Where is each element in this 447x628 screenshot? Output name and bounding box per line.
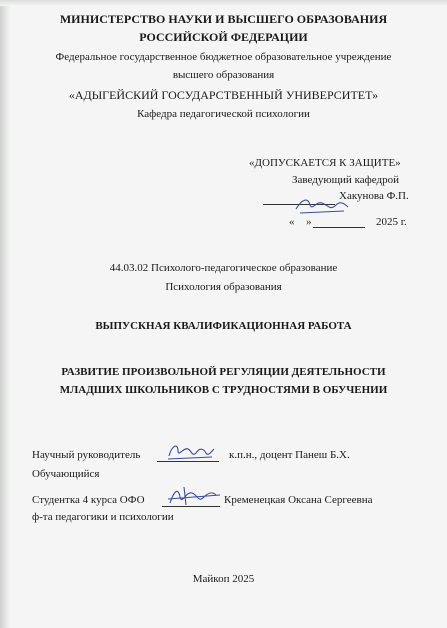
date-quote-open: « xyxy=(289,216,295,228)
student-course: Студентка 4 курса ОФО xyxy=(32,494,145,506)
institution-line-2: высшего образования xyxy=(172,69,275,81)
date-month-line xyxy=(313,227,365,228)
program-code: 44.03.02 Психолого-педагогическое образование xyxy=(109,262,338,274)
department-name: Кафедра педагогической психологии xyxy=(137,108,310,120)
head-name: Хакунова Ф.П. xyxy=(339,190,409,202)
university-name: «АДЫГЕЙСКИЙ ГОСУДАРСТВЕННЫЙ УНИВЕРСИТЕТ» xyxy=(68,88,379,102)
supervisor-label: Научный руководитель xyxy=(32,449,141,461)
work-title-line-2: МЛАДШИХ ШКОЛЬНИКОВ С ТРУДНОСТЯМИ В ОБУЧЕНИИ xyxy=(59,384,388,396)
work-title-line-1: РАЗВИТИЕ ПРОИЗВОЛЬНОЙ РЕГУЛЯЦИИ ДЕЯТЕЛЬНОСТИ xyxy=(61,366,386,378)
head-title: Заведующий кафедрой xyxy=(292,174,399,186)
supervisor-signature-image xyxy=(166,441,216,463)
faculty-name: ф-та педагогики и психологии xyxy=(32,511,174,523)
city-year: Майкоп 2025 xyxy=(192,573,255,585)
approval-year: 2025 г. xyxy=(376,216,407,228)
ministry-line-2: РОССИЙСКОЙ ФЕДЕРАЦИИ xyxy=(139,30,308,44)
head-signature-image xyxy=(292,193,352,217)
scan-top-shadow xyxy=(0,0,447,6)
program-profile: Психология образования xyxy=(165,281,282,293)
date-quote-close: » xyxy=(306,216,312,228)
work-type: ВЫПУСКНАЯ КВАЛИФИКАЦИОННАЯ РАБОТА xyxy=(95,320,352,332)
student-label: Обучающийся xyxy=(32,468,100,480)
student-signature-image xyxy=(164,483,224,509)
student-name: Кременецкая Оксана Сергеевна xyxy=(224,494,373,506)
institution-line-1: Федеральное государственное бюджетное образовательное учреждение xyxy=(55,51,392,63)
ministry-line-1: МИНИСТЕРСТВО НАУКИ И ВЫСШЕГО ОБРАЗОВАНИЯ xyxy=(59,12,388,26)
admit-stamp: «ДОПУСКАЕТСЯ К ЗАЩИТЕ» xyxy=(249,157,401,169)
supervisor-name: к.п.н., доцент Панеш Б.Х. xyxy=(229,449,350,461)
